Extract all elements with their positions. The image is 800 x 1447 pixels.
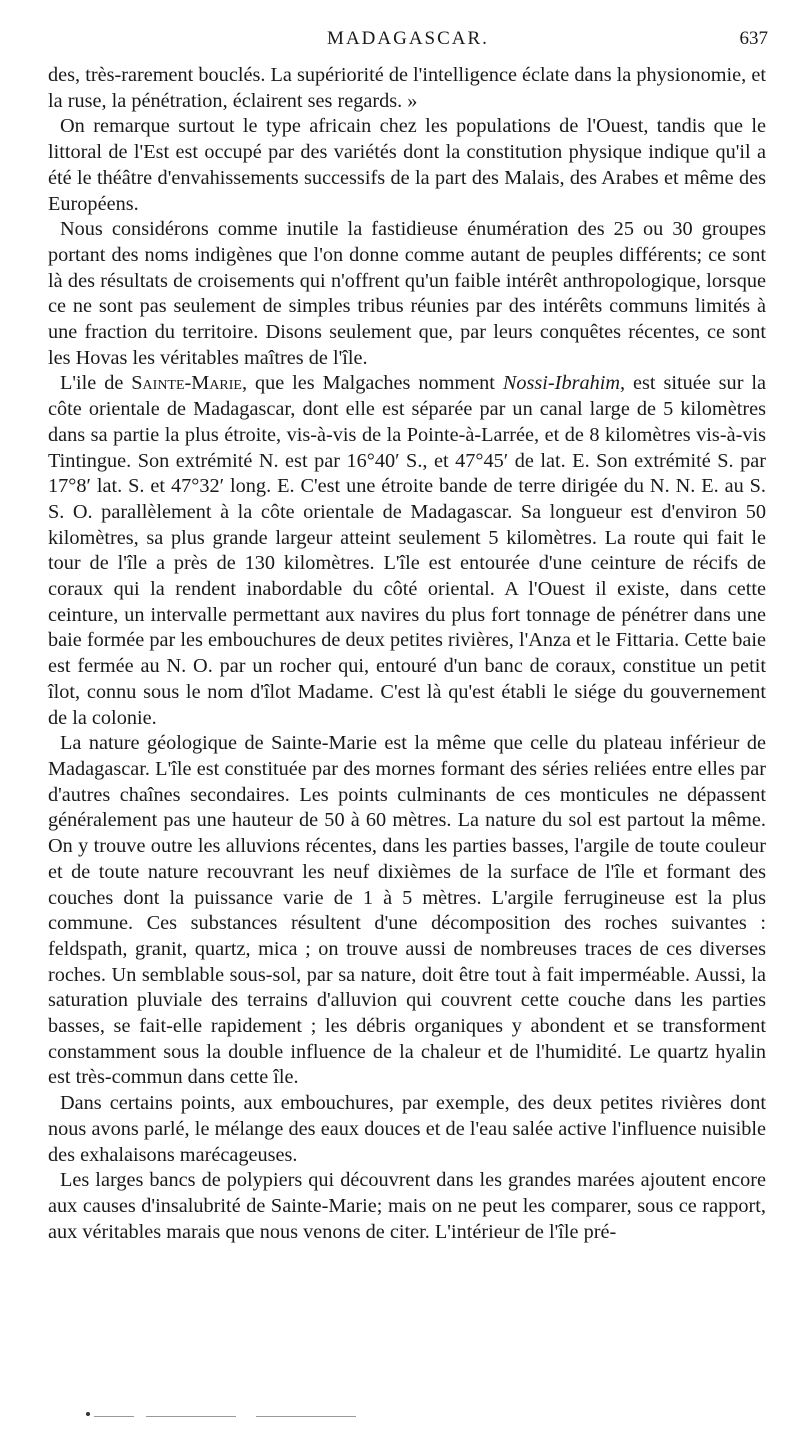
paragraph-text: Les larges bancs de polypiers qui découvrent dans les grandes marées ajoutent encore aux causes d'insalubrité de Sainte-Marie; mais on ne peut les comparer, sous ce rapport, aux véritables marais que nous venons de citer. L'intérieur de l'île pré- xyxy=(48,1169,766,1243)
running-title: MADAGASCAR. xyxy=(327,28,489,49)
italic-text: Nossi-Ibrahim xyxy=(502,372,621,395)
page-foot-marks xyxy=(86,1412,366,1420)
paragraph xyxy=(48,217,766,371)
faint-rule xyxy=(256,1416,356,1417)
paragraph xyxy=(48,371,766,731)
paragraph-text: La nature géologique de Sainte-Marie est la même que celle du plateau inférieur de Madagascar. L'île est constituée par des mornes formant des séries reliées entre elles par d'autres chaînes secondaires. Les points culminants de ces monticules ne dépassent généralement pas une hauteur de 50 à 60 mètres. La nature du sol est partout la même. On y trouve outre les alluvions récentes, dans les parties basses, l'argile de toute couleur et de toute nature recouvrant les neuf dixièmes de la surface de l'île et formant des couches dont la puissance varie de 1 à 5 mètres. L'argile ferrugineuse est la plus commune. Ces substances résultent d'une décomposition des roches suivantes : feldspath, granit, quartz, mica ; on trouve aussi de nombreuses traces de ces diverses roches. Un semblable sous-sol, par sa nature, doit être tout à fait imperméable. Aussi, la saturation pluviale des terrains d'alluvion qui couvrent cette couche dans les parties basses, se fait-elle rapidement ; les débris organiques y abondent et se transforment constamment sous la double influence de la chaleur et de l'humidité. Le quartz hyalin est très-commun dans cette île. xyxy=(48,732,766,1089)
paragraph-text: , que les Malgaches nomment xyxy=(241,372,503,395)
paragraph xyxy=(48,1091,766,1168)
faint-rule xyxy=(94,1416,134,1417)
page-number: 637 xyxy=(739,28,768,49)
faint-rule xyxy=(146,1416,236,1417)
ink-speck xyxy=(86,1412,90,1416)
paragraph xyxy=(48,63,766,114)
running-head xyxy=(48,28,768,58)
paragraph xyxy=(48,1168,766,1245)
smallcaps-text: Sainte-Marie xyxy=(131,372,242,395)
paragraph-text: Nous considérons comme inutile la fastidieuse énumération des 25 ou 30 groupes portant des noms indigènes que l'on donne comme autant de peuples différents; ce sont là des résultats de croisements qui n'offrent qu'un faible intérêt anthropologique, lorsque ce ne sont pas seulement de simples tribus réunies par des intérêts communs limités à une fraction du territoire. Disons seulement que, par leurs conquêtes récentes, ce sont les Hovas les véritables maîtres de l'île. xyxy=(48,218,766,369)
paragraph-text: L'ile de xyxy=(60,372,132,395)
paragraph-text: Dans certains points, aux embouchures, par exemple, des deux petites rivières dont nous avons parlé, le mélange des eaux douces et de l'eau salée active l'influence nuisible des exhalaisons marécageuses. xyxy=(48,1092,766,1166)
paragraph xyxy=(48,114,766,217)
paragraph-text: des, très-rarement bouclés. La supériorité de l'intelligence éclate dans la physionomie, et la ruse, la pénétration, éclairent ses regards. » xyxy=(48,64,766,112)
paragraph xyxy=(48,731,766,1091)
body-text xyxy=(48,63,766,1245)
paragraph-text: On remarque surtout le type africain chez les populations de l'Ouest, tandis que le littoral de l'Est est occupé par des variétés dont la constitution physique indique qu'il a été le théâtre d'envahissements successifs de la part des Malais, des Arabes et même des Européens. xyxy=(48,115,766,215)
paragraph-text: , est située sur la côte orientale de Madagascar, dont elle est séparée par un canal large de 5 kilomètres dans sa partie la plus étroite, vis-à-vis de la Pointe-à-Larrée, et de 8 kilomètres vis-à-vis Tintingue. Son extrémité N. est par 16°40′ S., et 47°45′ de lat. E. Son extrémité S. par 17°8′ lat. S. et 47°32′ long. E. C'est une étroite bande de terre dirigée du N. N. E. au S. S. O. parallèlement à la côte orientale de Madagascar. Sa longueur est d'environ 50 kilomètres, sa plus grande largeur atteint seulement 5 kilomètres. La route qui fait le tour de l'île a près de 130 kilomètres. L'île est entourée d'une ceinture de récifs de coraux qui la rendent inabordable du côté oriental. A l'Ouest il existe, dans cette ceinture, un intervalle permettant aux navires du plus fort tonnage de pénétrer dans une baie formée par les embouchures de deux petites rivières, l'Anza et le Fittaria. Cette baie est fermée au N. O. par un rocher qui, entouré d'un banc de coraux, constitue un petit îlot, connu sous le nom d'îlot Madame. C'est là qu'est établi le siége du gouvernement de la colonie. xyxy=(48,372,766,729)
